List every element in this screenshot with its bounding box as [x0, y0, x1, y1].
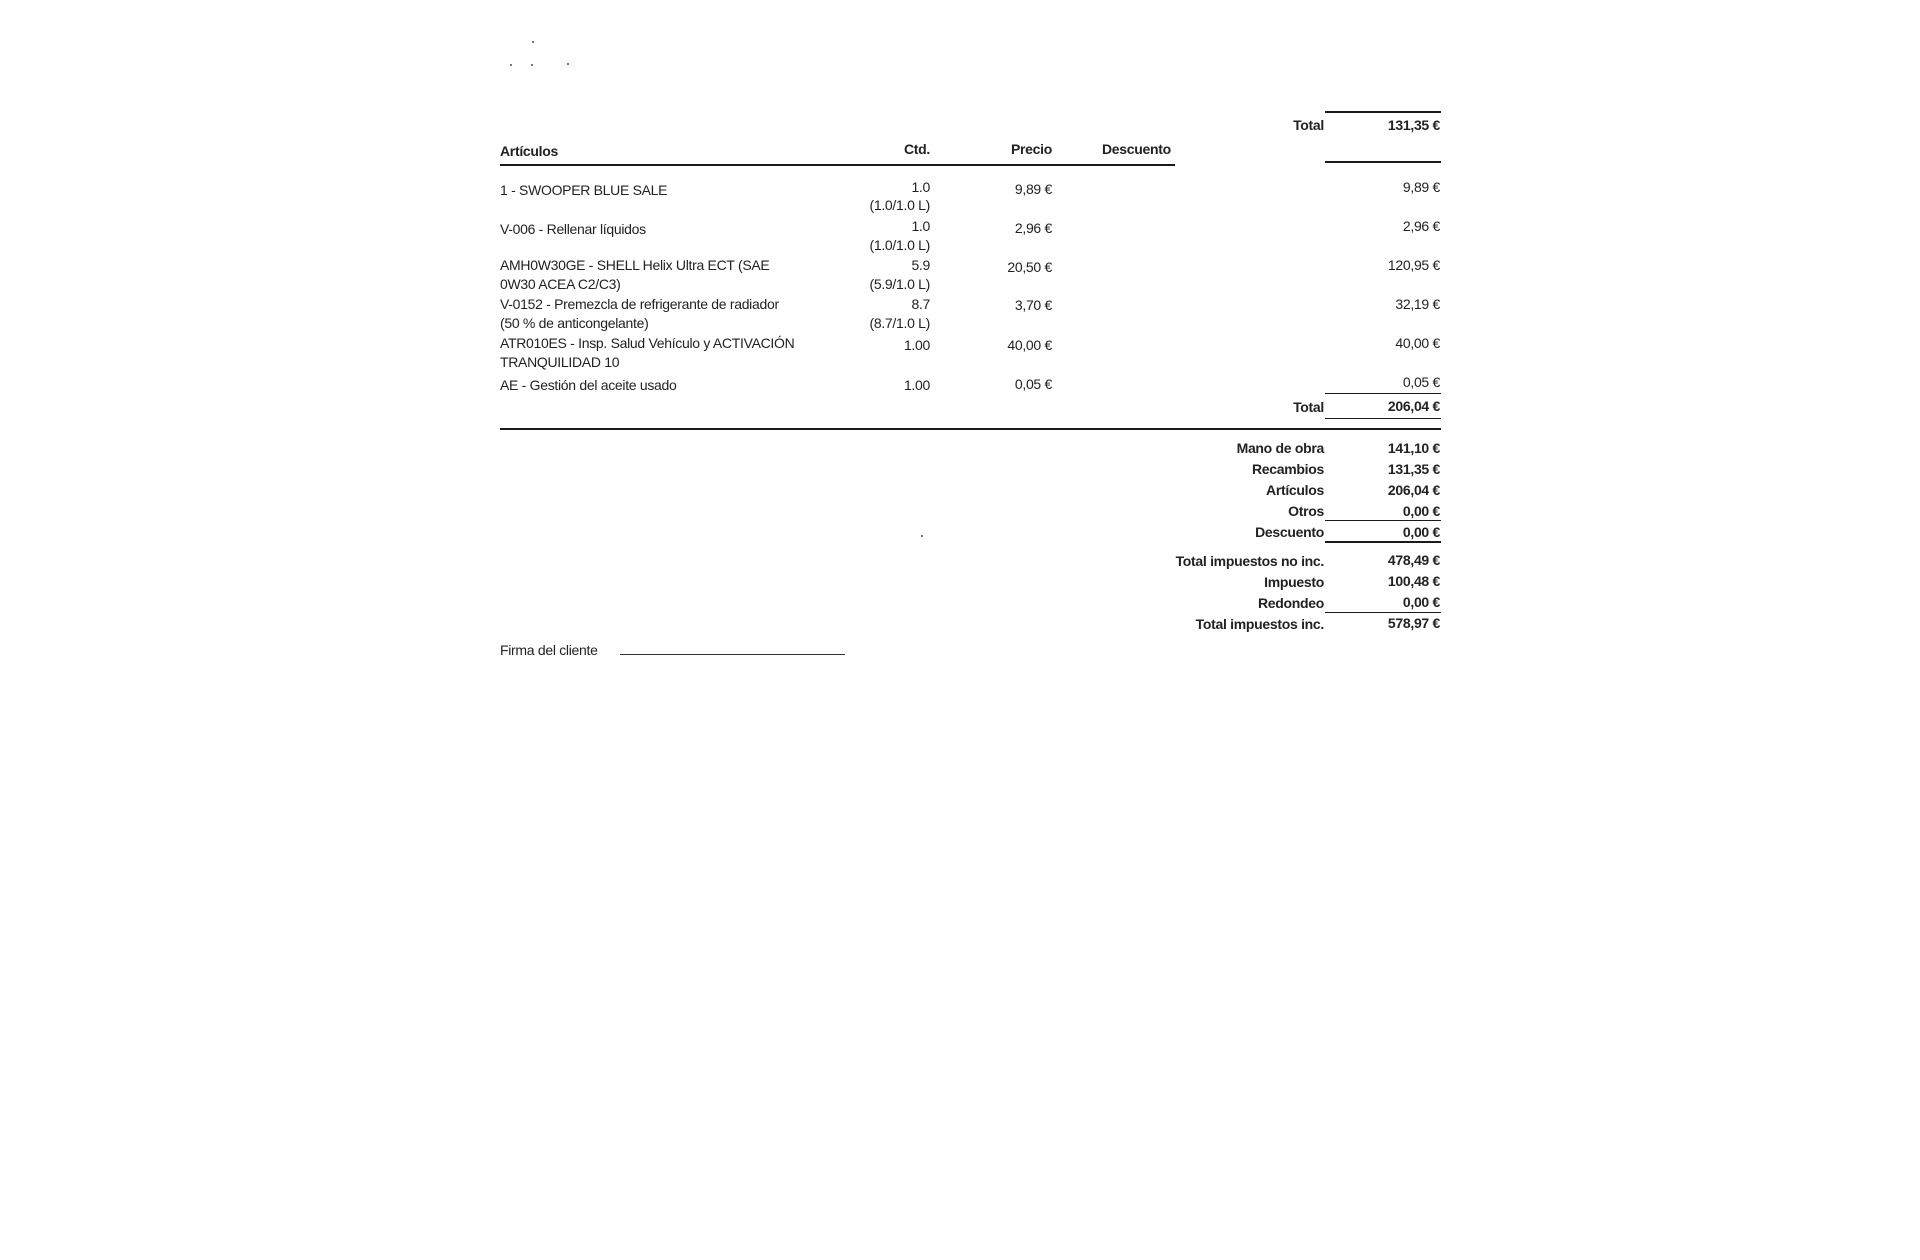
- item-description: V-006 - Rellenar líquidos: [500, 221, 646, 237]
- item-qty: 1.00: [903, 337, 930, 353]
- header-underline: [500, 164, 1175, 166]
- item-description: ATR010ES - Insp. Salud Vehículo y ACTIVACIÓN: [500, 335, 795, 351]
- summary-label: Descuento: [1255, 524, 1324, 540]
- summary-value: 206,04 €: [1387, 482, 1440, 498]
- summary-value: 141,10 €: [1387, 440, 1440, 456]
- summary-label: Artículos: [1266, 482, 1324, 498]
- item-description: V-0152 - Premezcla de refrigerante de radiador: [500, 296, 779, 312]
- summary-label: Impuesto: [1264, 574, 1324, 590]
- item-description-line2: 0W30 ACEA C2/C3): [500, 276, 621, 292]
- items-total-label: Total: [1293, 399, 1324, 415]
- item-qty: 1.00: [903, 377, 930, 393]
- item-total: 120,95 €: [1387, 257, 1440, 273]
- top-total-value: 131,35 €: [1387, 117, 1440, 133]
- item-price: 40,00 €: [1007, 337, 1052, 353]
- item-qty-detail: (1.0/1.0 L): [869, 237, 930, 253]
- item-description: 1 - SWOOPER BLUE SALE: [500, 182, 668, 198]
- item-qty: 8.7: [911, 296, 930, 312]
- item-qty-detail: (8.7/1.0 L): [869, 315, 930, 331]
- item-qty: 1.0: [911, 218, 930, 234]
- section-divider: [500, 428, 1441, 430]
- item-qty: 5.9: [911, 257, 930, 273]
- summary-label: Mano de obra: [1236, 440, 1324, 456]
- summary-rule: [1325, 541, 1441, 543]
- summary-label: Recambios: [1252, 461, 1324, 477]
- summary-value: 0,00 €: [1402, 524, 1440, 540]
- top-total-rule-upper: [1325, 111, 1441, 113]
- summary-label: Otros: [1288, 503, 1324, 519]
- summary-value: 478,49 €: [1387, 552, 1440, 568]
- summary-label: Redondeo: [1257, 595, 1324, 611]
- signature-line: [620, 654, 845, 655]
- summary-label: Total impuestos no inc.: [1175, 553, 1324, 569]
- top-total-label: Total: [1293, 117, 1324, 133]
- item-qty: 1.0: [911, 179, 930, 195]
- top-total-rule-lower: [1325, 161, 1441, 163]
- summary-value: 0,00 €: [1402, 594, 1440, 610]
- item-qty-detail: (1.0/1.0 L): [869, 197, 930, 213]
- item-total: 2,96 €: [1402, 218, 1440, 234]
- column-header-qty: Ctd.: [903, 141, 930, 157]
- column-header-price: Precio: [1011, 141, 1052, 157]
- item-price: 20,50 €: [1007, 259, 1052, 275]
- column-header-articles: Artículos: [500, 143, 558, 159]
- summary-value: 0,00 €: [1402, 503, 1440, 519]
- signature-label: Firma del cliente: [500, 642, 598, 658]
- item-total: 0,05 €: [1402, 374, 1440, 390]
- item-price: 2,96 €: [1014, 220, 1052, 236]
- item-qty-detail: (5.9/1.0 L): [869, 276, 930, 292]
- item-description: AMH0W30GE - SHELL Helix Ultra ECT (SAE: [500, 257, 770, 273]
- items-total-underline: [1325, 418, 1441, 419]
- summary-value: 578,97 €: [1387, 615, 1440, 631]
- item-total: 40,00 €: [1395, 335, 1440, 351]
- item-total: 9,89 €: [1402, 179, 1440, 195]
- item-price: 9,89 €: [1014, 181, 1052, 197]
- summary-value: 131,35 €: [1387, 461, 1440, 477]
- item-price: 0,05 €: [1014, 376, 1052, 392]
- items-total-value: 206,04 €: [1387, 398, 1440, 414]
- summary-rule: [1325, 612, 1441, 613]
- column-header-discount: Descuento: [1102, 141, 1171, 157]
- item-total: 32,19 €: [1395, 296, 1440, 312]
- item-description-line2: (50 % de anticongelante): [500, 315, 649, 331]
- summary-label: Total impuestos inc.: [1195, 616, 1324, 632]
- item-description-line2: TRANQUILIDAD 10: [500, 354, 620, 370]
- item-price: 3,70 €: [1014, 297, 1052, 313]
- summary-value: 100,48 €: [1387, 573, 1440, 589]
- summary-rule: [1325, 520, 1441, 521]
- items-total-rule: [1325, 393, 1441, 394]
- item-description: AE - Gestión del aceite usado: [500, 377, 677, 393]
